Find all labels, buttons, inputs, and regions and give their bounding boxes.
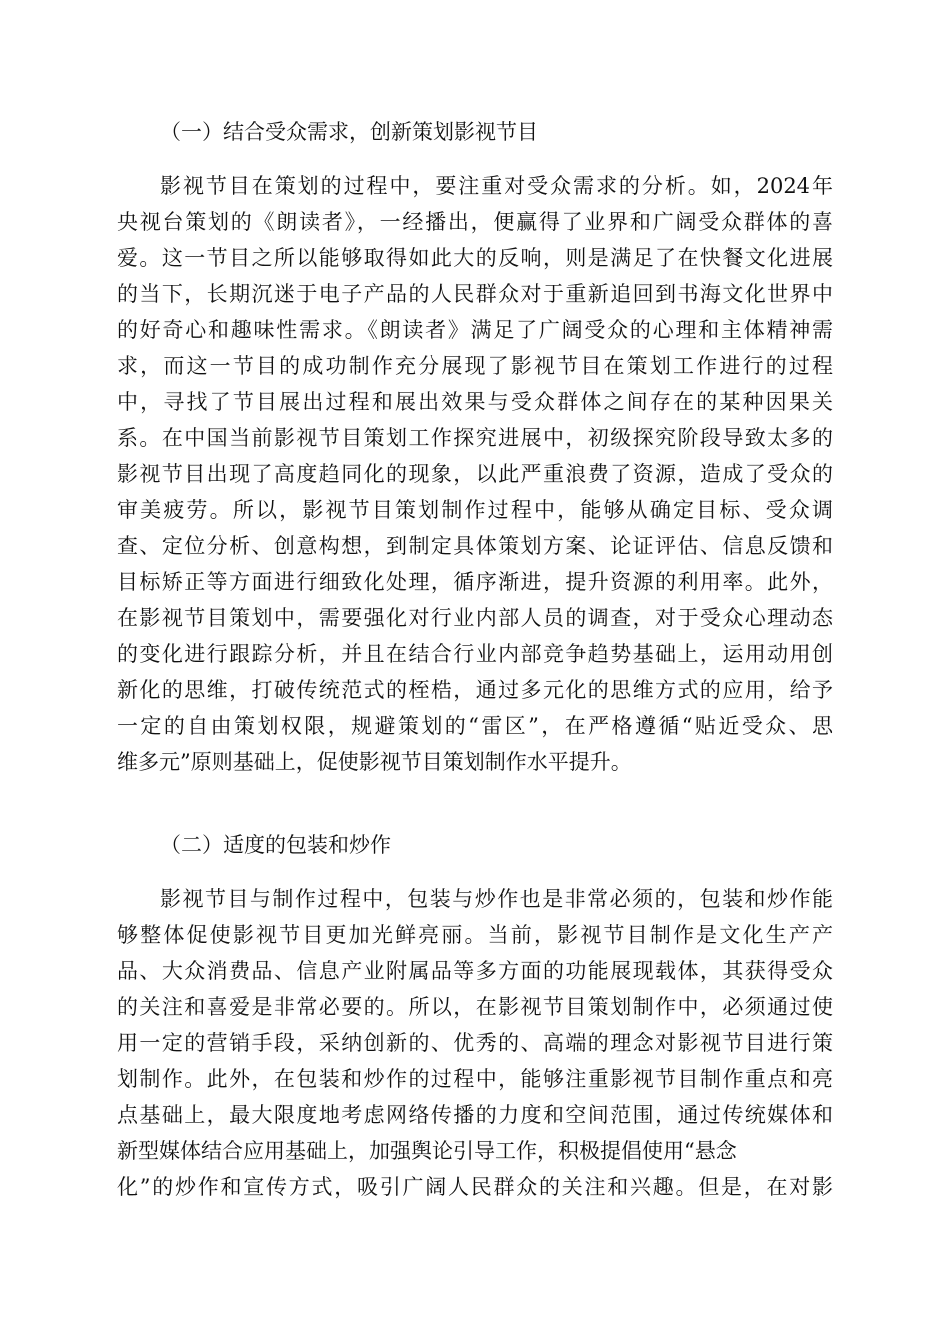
paragraph-line: 目标矫正等方面进行细致化处理，循序渐进，提升资源的利用率。此外， <box>117 570 833 594</box>
paragraph-line: 新型媒体结合应用基础上，加强舆论引导工作，积极提倡使用“悬念 <box>117 1139 737 1163</box>
paragraph-line: 影视节目出现了高度趋同化的现象，以此严重浪费了资源，造成了受众的 <box>117 462 833 486</box>
paragraph-line: 够整体促使影视节目更加光鲜亮丽。当前，影视节目制作是文化生产产 <box>117 923 833 947</box>
paragraph-line: 新化的思维，打破传统范式的桎梏，通过多元化的思维方式的应用，给予 <box>117 678 833 702</box>
paragraph-line: 的关注和喜爱是非常必要的。所以，在影视节目策划制作中，必须通过使 <box>117 995 833 1019</box>
paragraph-line: 系。在中国当前影视节目策划工作探究进展中，初级探究阶段导致太多的 <box>117 426 833 450</box>
paragraph-line: 中，寻找了节目展出过程和展出效果与受众群体之间存在的某种因果关 <box>117 390 833 414</box>
paragraph-line: 点基础上，最大限度地考虑网络传播的力度和空间范围，通过传统媒体和 <box>117 1103 833 1127</box>
paragraph-line: 爱。这一节目之所以能够取得如此大的反响，则是满足了在快餐文化进展 <box>117 246 833 270</box>
section-heading-1: （一）结合受众需求，创新策划影视节目 <box>160 120 538 144</box>
paragraph-line: 划制作。此外，在包装和炒作的过程中，能够注重影视节目制作重点和亮 <box>117 1067 833 1091</box>
paragraph-line: 化”的炒作和宣传方式，吸引广阔人民群众的关注和兴趣。但是，在对影 <box>117 1175 833 1199</box>
paragraph-line: 影视节目与制作过程中，包装与炒作也是非常必须的，包装和炒作能 <box>160 887 833 911</box>
paragraph-line: 一定的自由策划权限，规避策划的“雷区”，在严格遵循“贴近受众、思 <box>117 714 833 738</box>
paragraph-line: 查、定位分析、创意构想，到制定具体策划方案、论证评估、信息反馈和 <box>117 534 833 558</box>
paragraph-line: 的变化进行跟踪分析，并且在结合行业内部竞争趋势基础上，运用动用创 <box>117 642 833 666</box>
paragraph-line: 用一定的营销手段，采纳创新的、优秀的、高端的理念对影视节目进行策 <box>117 1031 833 1055</box>
paragraph-line: 求，而这一节目的成功制作充分展现了影视节目在策划工作进行的过程 <box>117 354 833 378</box>
paragraph-line: 审美疲劳。所以，影视节目策划制作过程中，能够从确定目标、受众调 <box>117 498 833 522</box>
paragraph-line: 品、大众消费品、信息产业附属品等多方面的功能展现载体，其获得受众 <box>117 959 833 983</box>
paragraph-line: 的好奇心和趣味性需求。《朗读者》满足了广阔受众的心理和主体精神需 <box>117 318 833 342</box>
section-heading-2: （二）适度的包装和炒作 <box>160 833 391 857</box>
paragraph-line: 维多元”原则基础上，促使影视节目策划制作水平提升。 <box>117 750 632 774</box>
paragraph-line: 在影视节目策划中，需要强化对行业内部人员的调查，对于受众心理动态 <box>117 606 833 630</box>
paragraph-line: 的当下，长期沉迷于电子产品的人民群众对于重新追回到书海文化世界中 <box>117 282 833 306</box>
paragraph-line: 影视节目在策划的过程中，要注重对受众需求的分析。如，2024年 <box>160 174 833 198</box>
paragraph-line: 央视台策划的《朗读者》，一经播出，便赢得了业界和广阔受众群体的喜 <box>117 210 833 234</box>
